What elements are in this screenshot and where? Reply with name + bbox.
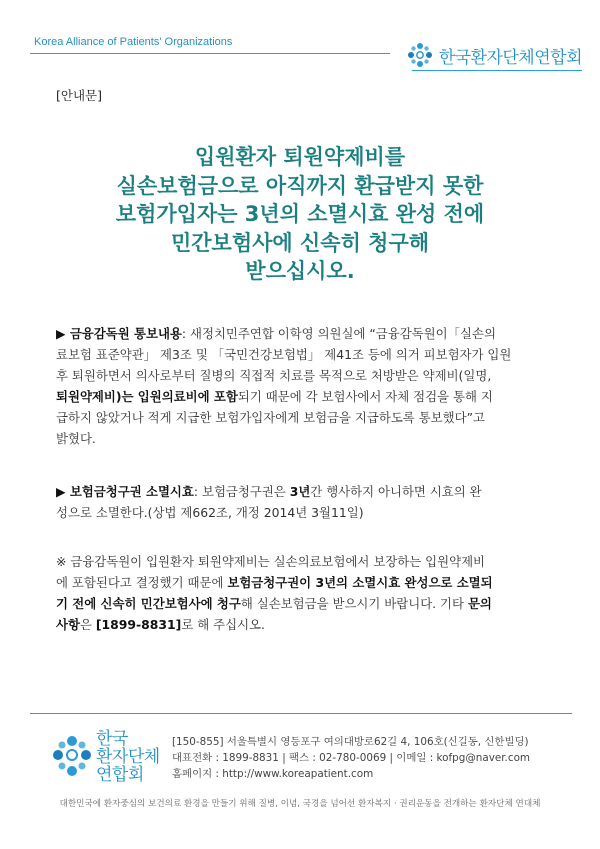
- notice-label: [안내문]: [56, 88, 102, 103]
- emphasis-text: 퇴원약제비)는 입원의료비에 포함: [56, 389, 238, 404]
- section-heading: ▶ 보험금청구권 소멸시효: [56, 484, 194, 499]
- footer-org-line: 한국: [96, 729, 128, 749]
- page-title: [0, 143, 600, 286]
- contact-info: [172, 734, 530, 782]
- emphasis-text: 보험금청구권이 3년의 소멸시효 완성으로 소멸되: [227, 575, 493, 590]
- section-claim-limitation: [56, 481, 547, 523]
- paragraph-line: ※ 금융감독원이 입원환자 퇴원약제비는 실손의료보험에서 보장하는 입원약제비: [56, 554, 486, 569]
- paragraph-line: 후 퇴원하면서 의사로부터 질병의 직접적 치료를 목적으로 처방받은 약제비(일명,: [56, 368, 492, 383]
- contact-phones: 대표전화 : 1899-8831 | 팩스 : 02-780-0069 | 이메일 : kofpg@naver.com: [172, 752, 531, 764]
- header-divider-right: [412, 70, 582, 71]
- section-fss-notice: [56, 323, 547, 449]
- header-logo: [407, 42, 582, 68]
- footer-org-name: [96, 730, 160, 784]
- title-line: 보험가입자는 3년의 소멸시효 완성 전에: [115, 202, 485, 226]
- footer-org-line: 환자단체: [96, 747, 160, 767]
- section-note: [56, 551, 547, 635]
- paragraph-text: : 보험금청구권은: [193, 484, 290, 499]
- header-divider: [30, 53, 390, 54]
- paragraph-text: 에 포함된다고 결정했기 때문에: [56, 575, 228, 590]
- homepage: 홈페이지 : http://www.koreapatient.com: [172, 768, 374, 780]
- paragraph-text: : 새정치민주연합 이학영 의원실에 “금융감독원이「실손의: [181, 326, 496, 341]
- header-org-english: Korea Alliance of Patients' Organizations: [34, 36, 233, 48]
- paragraph-line: 성으로 소멸한다.(상법 제662조, 개정 2014년 3월11일): [56, 505, 364, 520]
- title-line: 입원환자 퇴원약제비를: [194, 145, 406, 169]
- paragraph-text: 되기 때문에 각 보험사에서 자체 점검을 통해 지: [237, 389, 493, 404]
- paragraph-line: 료보험 표준약관」 제3조 및 「국민건강보험법」 제41조 등에 의거 피보험자가 입원: [56, 347, 512, 362]
- footer-logo: [52, 730, 160, 784]
- org-logo-icon: [407, 42, 433, 68]
- paragraph-line: 밝혔다.: [56, 431, 96, 446]
- paragraph-line: 급하지 않았거나 적게 지급한 보험가입자에게 보험금을 지급하도록 통보했다”고: [56, 410, 485, 425]
- header-org-korean: 한국환자단체연합회: [438, 47, 582, 68]
- footer-tagline: 대한민국에 환자중심의 보건의료 환경을 만들기 위해 질병, 이념, 국경을 넘어선 환자복지 · 권리운동을 전개하는 환자단체 연대체: [59, 799, 541, 809]
- phone-number: [1899-8831]: [95, 617, 182, 632]
- title-line: 실손보험금으로 아직까지 환급받지 못한: [116, 173, 484, 198]
- section-heading: ▶ 금융감독원 통보내용: [56, 326, 182, 341]
- paragraph-text: 해 실손보험금을 받으시기 바랍니다. 기타: [240, 596, 468, 611]
- paragraph-text: 간 행사하지 아니하면 시효의 완: [310, 484, 482, 499]
- paragraph-text: 로 해 주십시오.: [181, 617, 265, 632]
- emphasis-text: 기 전에 신속히 민간보험사에 청구: [56, 596, 241, 611]
- title-line: 민간보험사에 신속히 청구해: [170, 230, 430, 255]
- title-line: 받으십시오.: [245, 259, 355, 283]
- emphasis-text: 3년: [289, 484, 311, 499]
- footer-org-line: 연합회: [96, 765, 144, 785]
- emphasis-text: 문의: [467, 596, 492, 611]
- emphasis-text: 사항: [56, 617, 80, 632]
- paragraph-text: 은: [79, 617, 96, 632]
- footer-divider: [30, 713, 572, 714]
- address: [150-855] 서울특별시 영등포구 여의대방로62길 4, 106호(신길동, 신한빌딩): [172, 736, 529, 748]
- org-logo-icon: [52, 735, 92, 779]
